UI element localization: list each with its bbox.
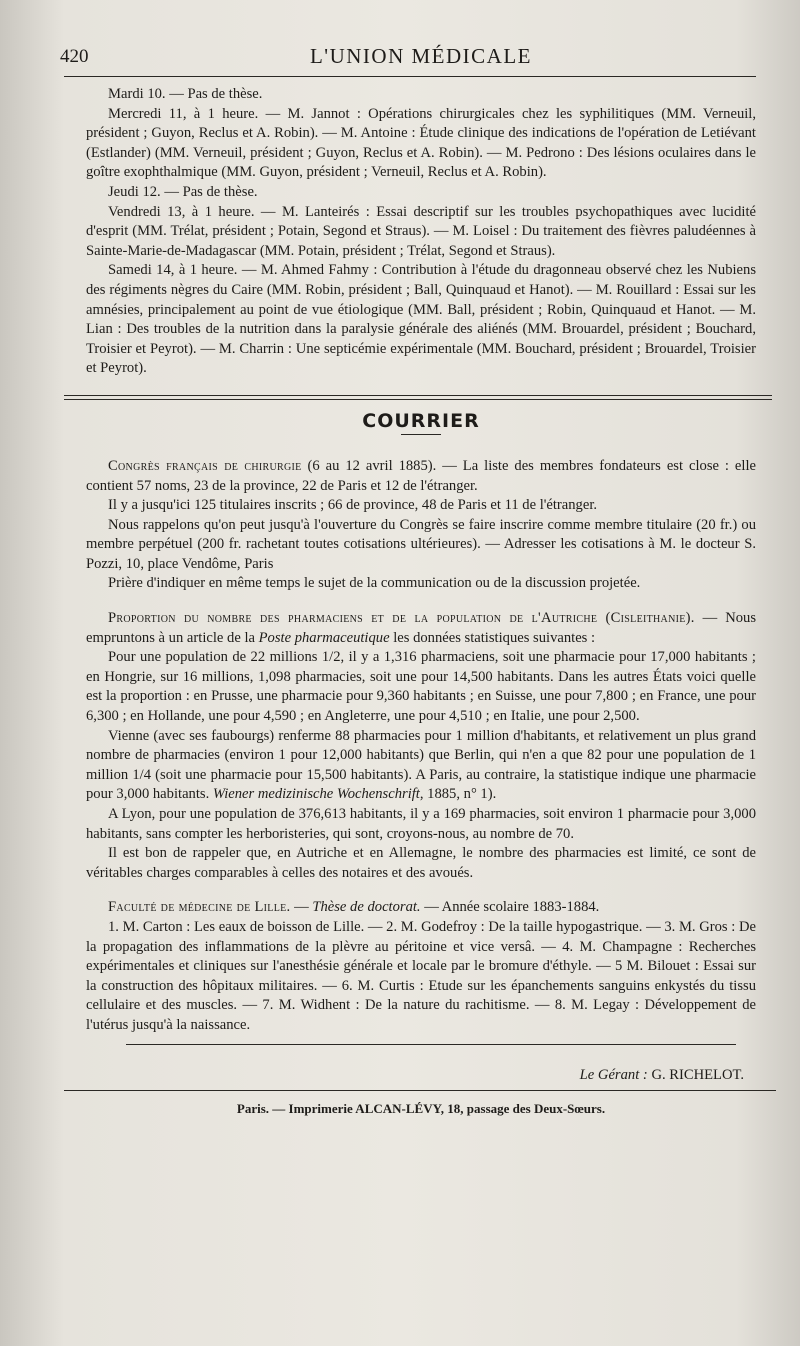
lille-separator: —: [290, 899, 313, 916]
thesis-day: Vendredi 13, à 1 heure. — M. Lanteirés : Essai descriptif sur les troubles psychopathiques avec lucidité d'esprit (MM. Trélat, président ; Potain, Segond et Straus). — M. Loisel : Du traitement des fièvres paludéennes à Sainte-Marie-de-Madagascar (MM. Potain, président ; Trélat, Segond et Straus).: [86, 203, 756, 259]
pharmacies-item: [86, 609, 756, 883]
congres-lead-text: (6 au 12 avril 1885). — La liste des membres fondateurs est close : elle contient 57 noms, 23 de la province, 22 de Paris et 12 de l'étranger.: [86, 457, 756, 494]
section-divider: [64, 395, 772, 400]
signature-name: G. RICHELOT.: [651, 1066, 744, 1083]
pharmacies-paragraph: A Lyon, pour une population de 376,613 habitants, il y a 169 pharmacies, soit environ 1 pharmacie pour 3,000 habitants, sans compter les herboristeries, qui sont, croyons-nous, au nombre de 70.: [86, 806, 756, 842]
pharmacies-paragraph: Pour une population de 22 millions 1/2, il y a 1,316 pharmaciens, soit une pharmacie pour 17,000 habitants ; en Hongrie, sur 16 millions, 1,098 pharmacies, soit une pour 14,500 habitants. Dans les autres États voici quelle est la proportion : en Prusse, une pharmacie pour 9,360 habitants ; en Suisse, une pour 7,800 ; en France, une pour 6,300 ; en Hollande, une pour 4,590 ; en Angleterre, une pour 4,510 ; en Italie, une pour 2,500.: [86, 649, 756, 725]
source-title: Poste pharmaceutique: [258, 629, 390, 646]
pharmacies-text: , 1885, n° 1).: [419, 786, 497, 803]
congres-lead: [86, 457, 756, 496]
lille-lead: [86, 898, 756, 918]
lille-item: [86, 898, 756, 1035]
pharmacies-lead-text: les données statistiques suivantes :: [389, 629, 596, 646]
imprint-rule: [64, 1090, 776, 1091]
lille-lead-text: — Année scolaire 1883-1884.: [420, 899, 600, 916]
signature-role: Le Gérant :: [579, 1066, 648, 1083]
signature: [86, 1067, 756, 1084]
journal-title: L'UNION MÉDICALE: [309, 44, 532, 68]
pharmacies-lead: [86, 609, 756, 648]
spacer: [86, 883, 756, 898]
congres-item: [86, 457, 756, 594]
lille-thesis-list: 1. M. Carton : Les eaux de boisson de Lille. — 2. M. Godefroy : De la taille hypogastrique. — 3. M. Gros : De la propagation des inflammations de la plèvre au péritoine et vice versâ. — 4. M. Champagne : Recherches expérimentales et cliniques sur l'anesthésie générale et locale par le bromure d'éthyle. — 5 M. Bilouet : Essai sur la construction des hôpitaux militaires. — 6. M. Curtis : Etude sur les épanchements sanguins enkystés du tissu cellulaire et des muscles. — 7. M. Widhent : De la nature du rachitisme. — 8. M. Legay : Développement de l'utérus jusqu'à la naissance.: [86, 918, 756, 1033]
header-rule: [64, 76, 756, 77]
theses-schedule: [86, 85, 756, 379]
spacer: [86, 594, 756, 609]
thesis-day: Mardi 10. — Pas de thèse.: [108, 86, 263, 102]
pharmacies-paragraph: [86, 727, 756, 805]
running-head: [60, 40, 756, 74]
lille-heading: Faculté de médecine de Lille.: [108, 899, 291, 916]
imprint: Paris. — Imprimerie ALCAN-LÉVY, 18, passage des Deux-Sœurs.: [236, 1100, 606, 1116]
congres-paragraph: Il y a jusqu'ici 125 titulaires inscrits ; 66 de province, 48 de Paris et 11 de l'étranger.: [108, 497, 598, 514]
closing-rule: [126, 1044, 736, 1045]
congres-paragraph: Prière d'indiquer en même temps le sujet de la communication ou de la discussion projetée.: [108, 575, 641, 592]
title-underline: [401, 434, 441, 435]
thesis-day: Mercredi 11, à 1 heure. — M. Jannot : Opérations chirurgicales chez les syphilitiques (MM. Verneuil, président ; Guyon, Reclus et A. Robin). — M. Antoine : Étude clinique des indications de l'opération de Letiévant (Estlander) (MM. Verneuil, président ; Guyon, Reclus et A. Robin). — M. Pedrono : Des lésions oculaires dans le goître exophthalmique (MM. Guyon, président ; Verneuil, Reclus et A. Robin).: [86, 105, 756, 181]
pharmacies-text: Vienne (avec ses faubourgs) renferme 88 pharmacies pour 1 million d'habitants, et relativement un plus grand nombre de pharmacies (environ 1 pour 12,000 habitants) que Berlin, qui n'en a que 82 pour une population de 1 million 1/4 (soit une pharmacie pour 15,500 habitants). A Paris, au contraire, la statistique indique une pharmacie pour 3,000 habitants.: [86, 727, 756, 803]
section-title-courrier: COURRIER: [362, 409, 480, 432]
thesis-day: Jeudi 12. — Pas de thèse.: [108, 183, 258, 200]
congres-heading: Congrès français de chirurgie: [108, 457, 302, 474]
thesis-day: Samedi 14, à 1 heure. — M. Ahmed Fahmy : Contribution à l'étude du dragonneau observé chez les Nubiens des régiments nègres du Caire (MM. Robin, président ; Ball, Quinquaud et Hanot). — M. Rouillard : Essai sur les amnésies, principalement au point de vue étiologique (MM. Ball, président ; Robin, Quinquaud et Hanot. — M. Lian : Des troubles de la nutrition dans la paralysie générale des aliénés (MM. Brouardel, président ; Bouchard, Troisier et Peyrot). — M. Charrin : Une septicémie expérimentale (MM. Bouchard, président ; Brouardel, Troisier et Peyrot).: [86, 262, 756, 377]
pharmacies-paragraph: Il est bon de rappeler que, en Autriche et en Allemagne, le nombre des pharmacies est limité, ce sont de véritables charges comparables à celles des notaires et des avoués.: [86, 845, 756, 881]
congres-paragraph: Nous rappelons qu'on peut jusqu'à l'ouverture du Congrès se faire inscrire comme membre titulaire (20 fr.) ou membre perpétuel (200 fr. rachetant toutes cotisations ultérieures). — Adresser les cotisations à M. le docteur S. Pozzi, 10, place Vendôme, Paris: [86, 516, 756, 572]
source-title: Wiener medizinische Wochenschrift: [212, 786, 420, 803]
pharmacies-heading: Proportion du nombre des pharmaciens et de la population de l'Autriche (Cisleithanie).: [108, 610, 695, 627]
lille-subheading: Thèse de doctorat.: [312, 899, 421, 916]
pharmacies-lead-text: — Nous empruntons à un article de la: [86, 610, 757, 646]
page-number: 420: [60, 46, 89, 67]
